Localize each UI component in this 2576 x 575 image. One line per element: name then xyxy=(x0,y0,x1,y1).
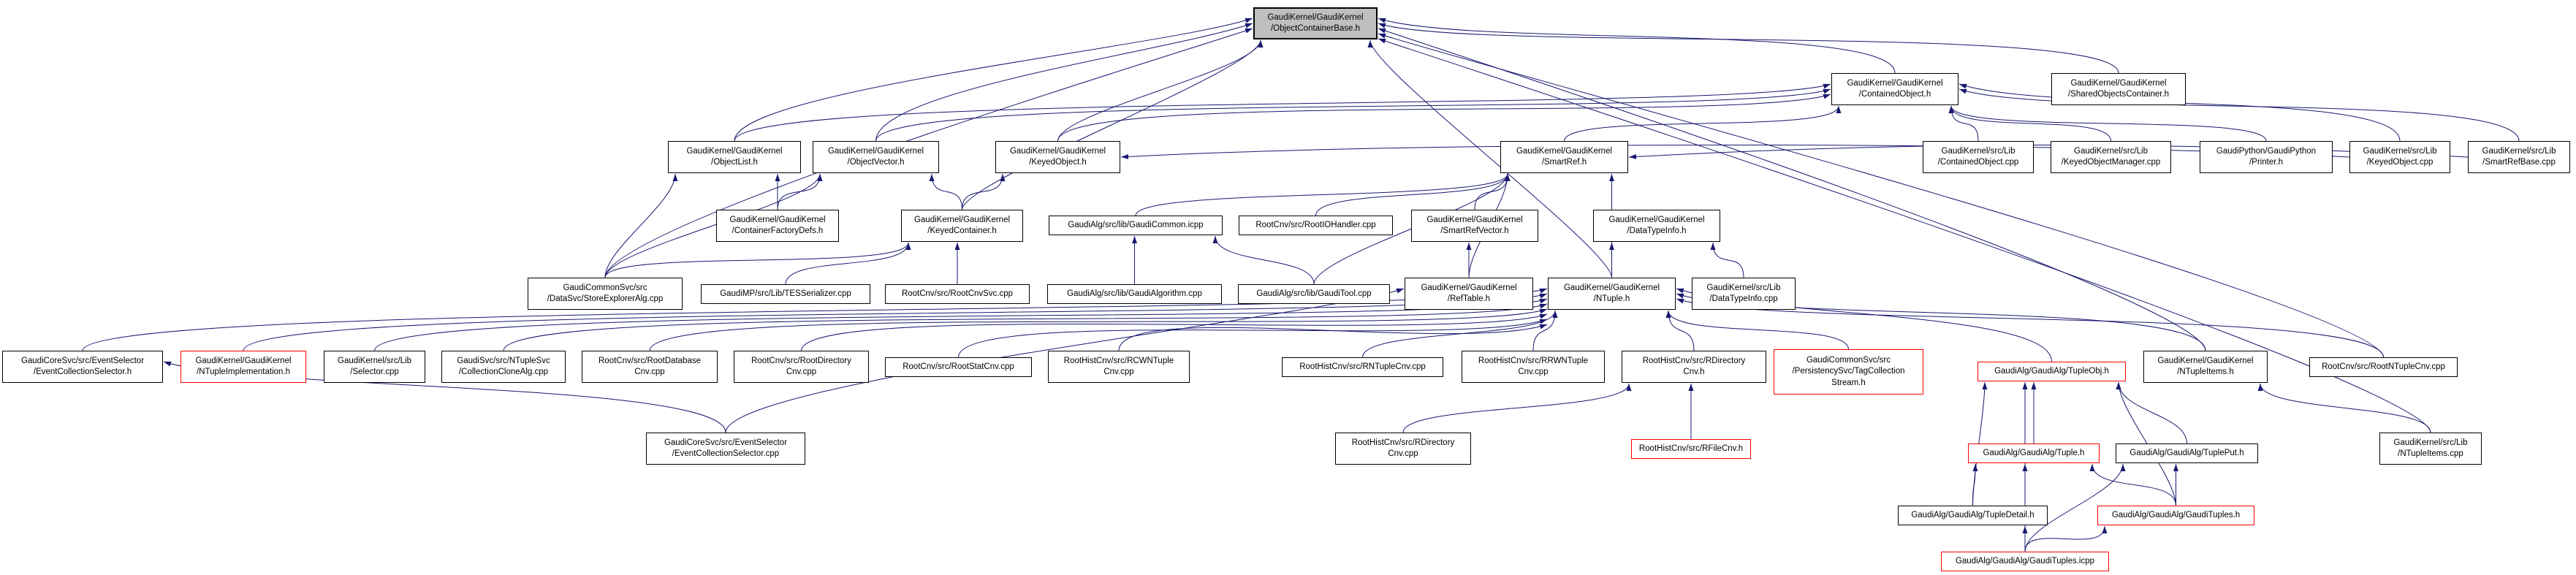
graph-node-label: /NTupleItems.cpp xyxy=(2398,449,2463,458)
include-edge xyxy=(1565,106,1839,141)
graph-node-smartref_h[interactable] xyxy=(1500,141,1628,173)
graph-node-label: GaudiAlg/GaudiAlg/Tuple.h xyxy=(1983,448,2085,457)
graph-node-tupledetail_h[interactable] xyxy=(1898,506,2048,525)
graph-node-label: /KeyedObjectManager.cpp xyxy=(2061,158,2161,167)
include-edge xyxy=(734,84,1831,141)
graph-node-label: RootCnv/src/RootIOHandler.cpp xyxy=(1255,220,1376,229)
graph-node-label: GaudiAlg/src/lib/GaudiCommon.icpp xyxy=(1068,220,1204,229)
graph-node-label: GaudiCommonSvc/src xyxy=(1806,355,1891,365)
graph-node-label: RootHistCnv/src/RNTupleCnv.cpp xyxy=(1299,362,1426,371)
graph-node-label: Cnv.cpp xyxy=(786,368,817,376)
graph-node-label: RootHistCnv/src/RDirectory xyxy=(1642,356,1746,365)
graph-node-label: /EventCollectionSelector.h xyxy=(33,368,132,376)
graph-node-gaudialgorithm_cpp[interactable] xyxy=(1047,284,1222,304)
graph-node-tupleput_h[interactable] xyxy=(2116,443,2258,463)
graph-node-objectlist_h[interactable] xyxy=(668,141,801,173)
graph-node-gaudituples_h[interactable] xyxy=(2097,506,2254,525)
include-edge xyxy=(962,40,1261,210)
graph-node-label: GaudiCommonSvc/src xyxy=(563,283,647,292)
include-edge xyxy=(1668,311,1694,351)
graph-node-printer_h[interactable] xyxy=(2200,141,2333,173)
graph-node-label: Cnv.h xyxy=(1683,368,1705,376)
graph-node-label: /ObjectList.h xyxy=(711,158,758,167)
include-edge xyxy=(2092,464,2176,506)
graph-node-rntuplecnv_cpp[interactable] xyxy=(1282,357,1443,377)
graph-node-label: GaudiCoreSvc/src/EventSelector xyxy=(664,438,788,447)
graph-node-gaudituples_icpp[interactable] xyxy=(1941,552,2109,571)
include-edge xyxy=(1668,311,1849,349)
graph-node-label: /CollectionCloneAlg.cpp xyxy=(458,368,549,376)
include-edge xyxy=(1973,464,1976,506)
graph-node-label: RootCnv/src/RootDatabase xyxy=(599,356,701,365)
graph-node-rootntuplecnv_cpp[interactable] xyxy=(2309,357,2458,377)
graph-node-collectionclonealg_cpp[interactable] xyxy=(441,351,566,383)
graph-node-label: Cnv.cpp xyxy=(634,368,665,376)
graph-node-label: GaudiAlg/GaudiAlg/TupleDetail.h xyxy=(1911,510,2034,519)
graph-node-label: GaudiKernel/GaudiKernel xyxy=(913,215,1011,224)
graph-node-rootcnvsvc_cpp[interactable] xyxy=(885,284,1030,304)
graph-node-label: GaudiKernel/src/Lib xyxy=(2074,146,2148,156)
graph-node-label: GaudiAlg/GaudiAlg/TuplePut.h xyxy=(2129,448,2244,457)
graph-node-label: GaudiPython/GaudiPython xyxy=(2216,146,2317,156)
include-edge xyxy=(605,174,675,278)
graph-node-label: GaudiCoreSvc/src/EventSelector xyxy=(20,356,145,365)
graph-node-label: GaudiKernel/GaudiKernel xyxy=(1009,146,1106,156)
graph-node-eventcollectionselector_h[interactable] xyxy=(2,351,163,383)
graph-node-label: /EventCollectionSelector.cpp xyxy=(672,449,780,458)
graph-node-label: GaudiKernel/GaudiKernel xyxy=(729,215,826,224)
graph-node-label: /DataSvc/StoreExplorerAlg.cpp xyxy=(547,294,664,303)
graph-node-datatypeinfo_h[interactable] xyxy=(1593,210,1720,242)
graph-node-label: /SmartRefVector.h xyxy=(1440,226,1509,235)
graph-node-label: GaudiKernel/GaudiKernel xyxy=(1847,78,1943,88)
graph-node-label: RootHistCnv/src/RCWNTuple xyxy=(1063,356,1174,365)
graph-node-gaudicommon_icpp[interactable] xyxy=(1049,216,1223,235)
graph-node-label: GaudiKernel/GaudiKernel xyxy=(2157,356,2254,365)
include-edge xyxy=(1378,18,1895,73)
graph-node-label: GaudiKernel/GaudiKernel xyxy=(1267,12,1364,22)
graph-node-rrwntuplecnv_cpp[interactable] xyxy=(1462,351,1605,383)
graph-node-label: RootCnv/src/RootCnvSvc.cpp xyxy=(901,289,1014,298)
graph-node-label: /SmartRef.h xyxy=(1541,158,1587,167)
graph-node-label: GaudiKernel/GaudiKernel xyxy=(195,356,292,365)
graph-node-label: GaudiKernel/src/Lib xyxy=(2363,146,2437,156)
graph-node-label: GaudiAlg/GaudiAlg/TupleObj.h xyxy=(1994,366,2109,376)
graph-node-rootiohandler_cpp[interactable] xyxy=(1239,216,1393,235)
include-edge xyxy=(1058,40,1261,141)
graph-node-label: GaudiAlg/GaudiAlg/GaudiTuples.h xyxy=(2111,510,2241,519)
graph-node-label: GaudiKernel/GaudiKernel xyxy=(1426,215,1523,224)
graph-node-objectcontainerbase_h[interactable] xyxy=(1253,7,1378,39)
graph-node-label: GaudiSvc/src/NTupleSvc xyxy=(457,356,550,365)
graph-node-rfilecnv_h[interactable] xyxy=(1631,439,1751,459)
graph-node-label: GaudiKernel/GaudiKernel xyxy=(1516,146,1613,156)
graph-node-label: GaudiKernel/GaudiKernel xyxy=(827,146,924,156)
graph-node-smartrefbase_cpp[interactable] xyxy=(2468,141,2570,173)
graph-node-ntupleitems_cpp[interactable] xyxy=(2379,433,2482,465)
graph-node-label: /KeyedContainer.h xyxy=(927,226,997,235)
include-edge xyxy=(962,174,1003,210)
graph-node-label: /SmartRefBase.cpp xyxy=(2482,158,2556,167)
graph-node-label: RootCnv/src/RootNTupleCnv.cpp xyxy=(2322,362,2445,371)
include-edge xyxy=(1713,243,1744,278)
include-edge xyxy=(734,18,1253,141)
graph-node-selector_cpp[interactable] xyxy=(324,351,425,383)
graph-node-label: RootHistCnv/src/RRWNTuple xyxy=(1478,356,1589,365)
graph-node-rootdatabasecnv_cpp[interactable] xyxy=(582,351,718,383)
graph-node-label: GaudiAlg/src/lib/GaudiTool.cpp xyxy=(1256,289,1372,298)
graph-node-label: /ContainedObject.cpp xyxy=(1937,158,2019,167)
graph-node-label: /NTuple.h xyxy=(1593,294,1630,303)
graph-node-rcwntuplecnv_cpp[interactable] xyxy=(1048,351,1190,383)
graph-node-label: RootHistCnv/src/RFileCnv.h xyxy=(1638,443,1744,453)
graph-node-label: /RefTable.h xyxy=(1447,294,1491,303)
graph-node-rootdirectorycnv_cpp[interactable] xyxy=(734,351,869,383)
graph-node-storeexploreralg_cpp[interactable] xyxy=(528,278,683,310)
include-edge xyxy=(1403,384,1629,433)
graph-node-keyedcontainer_h[interactable] xyxy=(901,210,1023,242)
graph-node-label: RootHistCnv/src/RDirectory xyxy=(1351,438,1455,447)
graph-node-containerfactorydefs_h[interactable] xyxy=(716,210,839,242)
graph-node-label: /Selector.cpp xyxy=(350,368,399,376)
graph-node-label: /KeyedObject.h xyxy=(1029,158,1087,167)
include-edge xyxy=(876,23,1253,141)
graph-node-label: /ContainerFactoryDefs.h xyxy=(732,226,824,235)
graph-node-label: GaudiKernel/src/Lib xyxy=(2482,146,2556,156)
graph-node-label: Cnv.cpp xyxy=(1518,368,1549,376)
graph-node-label: GaudiKernel/src/Lib xyxy=(338,356,411,365)
graph-node-label: GaudiAlg/src/lib/GaudiAlgorithm.cpp xyxy=(1067,289,1202,298)
graph-node-containedobject_h[interactable] xyxy=(1831,73,1958,105)
graph-node-label: /DataTypeInfo.h xyxy=(1627,226,1687,235)
graph-node-label: GaudiKernel/GaudiKernel xyxy=(2070,78,2167,88)
graph-node-label: GaudiKernel/GaudiKernel xyxy=(1421,283,1517,292)
include-edge xyxy=(786,243,908,284)
graph-node-sharedobjectscontainer_h[interactable] xyxy=(2051,73,2186,105)
graph-node-rootstatcnv_cpp[interactable] xyxy=(885,357,1032,377)
graph-node-tupleobj_h[interactable] xyxy=(1977,362,2126,381)
graph-node-smartrefvector_h[interactable] xyxy=(1411,210,1538,242)
graph-node-label: GaudiKernel/GaudiKernel xyxy=(1563,283,1660,292)
graph-node-ntupleimplementation_h[interactable] xyxy=(181,351,306,383)
graph-node-containedobject_cpp[interactable] xyxy=(1923,141,2034,173)
include-edge xyxy=(504,304,1547,351)
graph-node-label: /DataTypeInfo.cpp xyxy=(1709,294,1778,303)
graph-node-label: /ObjectVector.h xyxy=(847,158,905,167)
graph-node-label: GaudiKernel/src/Lib xyxy=(2393,438,2468,447)
graph-node-label: GaudiMP/src/Lib/TESSerializer.cpp xyxy=(720,289,851,298)
graph-node-label: GaudiAlg/GaudiAlg/GaudiTuples.icpp xyxy=(1955,556,2095,566)
graph-node-label: /NTupleImplementation.h xyxy=(196,368,291,376)
graph-node-label: /SharedObjectsContainer.h xyxy=(2067,90,2170,99)
graph-node-keyedobject_h[interactable] xyxy=(995,141,1120,173)
graph-node-rdirectorycnv_cpp[interactable] xyxy=(1335,433,1471,465)
graph-node-label: RootCnv/src/RootStatCnv.cpp xyxy=(903,362,1014,371)
include-edge xyxy=(932,174,962,210)
graph-node-tesserializer_cpp[interactable] xyxy=(701,284,870,304)
graph-node-eventcollectionselector_cpp[interactable] xyxy=(646,433,805,465)
graph-node-label: /PersistencySvc/TagCollection xyxy=(1792,367,1905,376)
graph-node-label: GaudiKernel/src/Lib xyxy=(1941,146,2015,156)
graph-node-gauditool_cpp[interactable] xyxy=(1238,284,1390,304)
graph-node-label: /ContainedObject.h xyxy=(1858,90,1931,99)
graph-node-label: GaudiKernel/GaudiKernel xyxy=(1608,215,1705,224)
graph-node-label: /ObjectContainerBase.h xyxy=(1270,24,1361,33)
graph-node-ntupleitems_h[interactable] xyxy=(2143,351,2268,383)
graph-node-tuple_h[interactable] xyxy=(1968,443,2100,463)
graph-node-tagcollectionstream_h[interactable] xyxy=(1774,349,1923,395)
graph-node-label: /KeyedObject.cpp xyxy=(2366,158,2433,167)
graph-node-label: /NTupleItems.h xyxy=(2177,368,2234,376)
graph-node-label: GaudiKernel/GaudiKernel xyxy=(686,146,783,156)
graph-node-label: Stream.h xyxy=(1831,378,1866,387)
graph-node-datatypeinfo_cpp[interactable] xyxy=(1692,278,1796,310)
include-edge xyxy=(2260,384,2431,433)
include-edge xyxy=(2025,526,2105,552)
graph-node-label: GaudiKernel/src/Lib xyxy=(1706,283,1781,292)
graph-node-rdirectorycnv_h[interactable] xyxy=(1622,351,1766,383)
graph-node-label: Cnv.cpp xyxy=(1103,368,1134,376)
graph-node-keyedobject_cpp[interactable] xyxy=(2349,141,2450,173)
graph-node-label: RootCnv/src/RootDirectory xyxy=(751,356,851,365)
include-edge xyxy=(1629,145,2468,158)
include-edge xyxy=(605,243,908,278)
graph-node-label: Cnv.cpp xyxy=(1388,449,1418,458)
graph-node-label: /Printer.h xyxy=(2249,158,2284,167)
graph-node-objectvector_h[interactable] xyxy=(813,141,939,173)
graph-node-reftable_h[interactable] xyxy=(1405,278,1533,310)
include-edge xyxy=(1215,236,1314,284)
graph-node-ntuple_h[interactable] xyxy=(1548,278,1676,310)
graph-node-keyedobjectmanager_cpp[interactable] xyxy=(2051,141,2171,173)
include-edge xyxy=(1951,106,2111,141)
